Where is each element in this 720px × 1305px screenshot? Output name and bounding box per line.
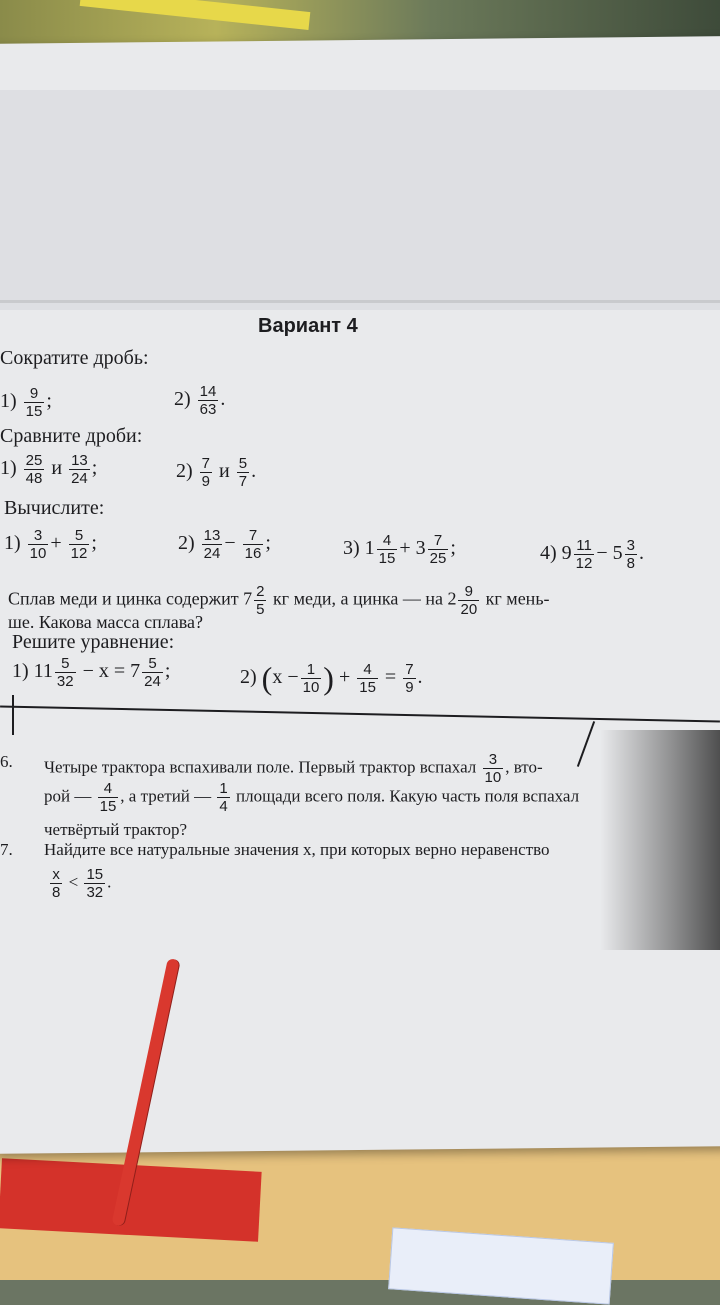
task7-line1: Найдите все натуральные значения x, при которых верно неравенство [44,840,550,859]
task3-text: Вычислите: [4,497,105,519]
task4-line2: ше. Какова масса сплава? [8,612,203,632]
task6-num: 6. [0,752,13,771]
task7-inequality: $\frac{x}{8}$ < $\frac{15}{32}$ . [52,866,112,901]
task6-line3: четвёртый трактор? [44,820,188,839]
variant-title: Вариант 4 [258,315,358,337]
fraction: $\frac{9}{15}$ [25,385,43,420]
task1-item2: 2) $\frac{14}{63}$ . [174,383,226,418]
task2-text: Сравните дроби: [0,425,143,447]
task3-item4: 4) 9 $\frac{11}{12}$ − 5 $\frac{3}{8}$ . [540,537,644,572]
task1-item1: 1) $\frac{9}{15}$ ; [0,385,52,420]
paper-fold [0,300,720,303]
task6-line2: рой — $\frac{4}{15}$ , а третий — $\frac{1}{4}$ площади всего поля. Какую часть поля вспахал [44,780,580,815]
paper-blank-area [0,90,720,310]
task5-item1: 1) 11 $\frac{5}{32}$ − x = 7 $\frac{5}{24}$ ; [12,655,171,690]
task7-num: 7. [0,840,13,859]
task6-line1: Четыре трактора вспахивали поле. Первый трактор вспахал $\frac{3}{10}$ , вто- [44,751,543,786]
task5-item2: 2) (x − $\frac{1}{10}$ ) + $\frac{4}{15}$ = $\frac{7}{9}$ . [240,660,423,696]
task2-item2: 2) $\frac{7}{9}$ и $\frac{5}{7}$ . [176,455,257,490]
task1-text: Сократите дробь: [0,347,149,369]
task4-line1: Сплав меди и цинка содержит 7 $\frac{2}{5}$ кг меди, а цинка — на 2 $\frac{9}{20}$ кг мень- [8,583,550,618]
fraction: $\frac{14}{63}$ [199,383,217,418]
task2-item1: 1) $\frac{25}{48}$ и $\frac{13}{24}$ ; [0,452,98,487]
shadow-region [600,730,720,950]
task5-text: Решите уравнение: [12,631,175,653]
pencil-mark [12,695,14,735]
task3-item2: 2) $\frac{13}{24}$ − $\frac{7}{16}$ ; [178,527,271,562]
task3-item3: 3) 1 $\frac{4}{15}$ + 3 $\frac{7}{25}$ ; [343,532,456,567]
task3-item1: 1) $\frac{3}{10}$ + $\frac{5}{12}$ ; [4,527,97,562]
